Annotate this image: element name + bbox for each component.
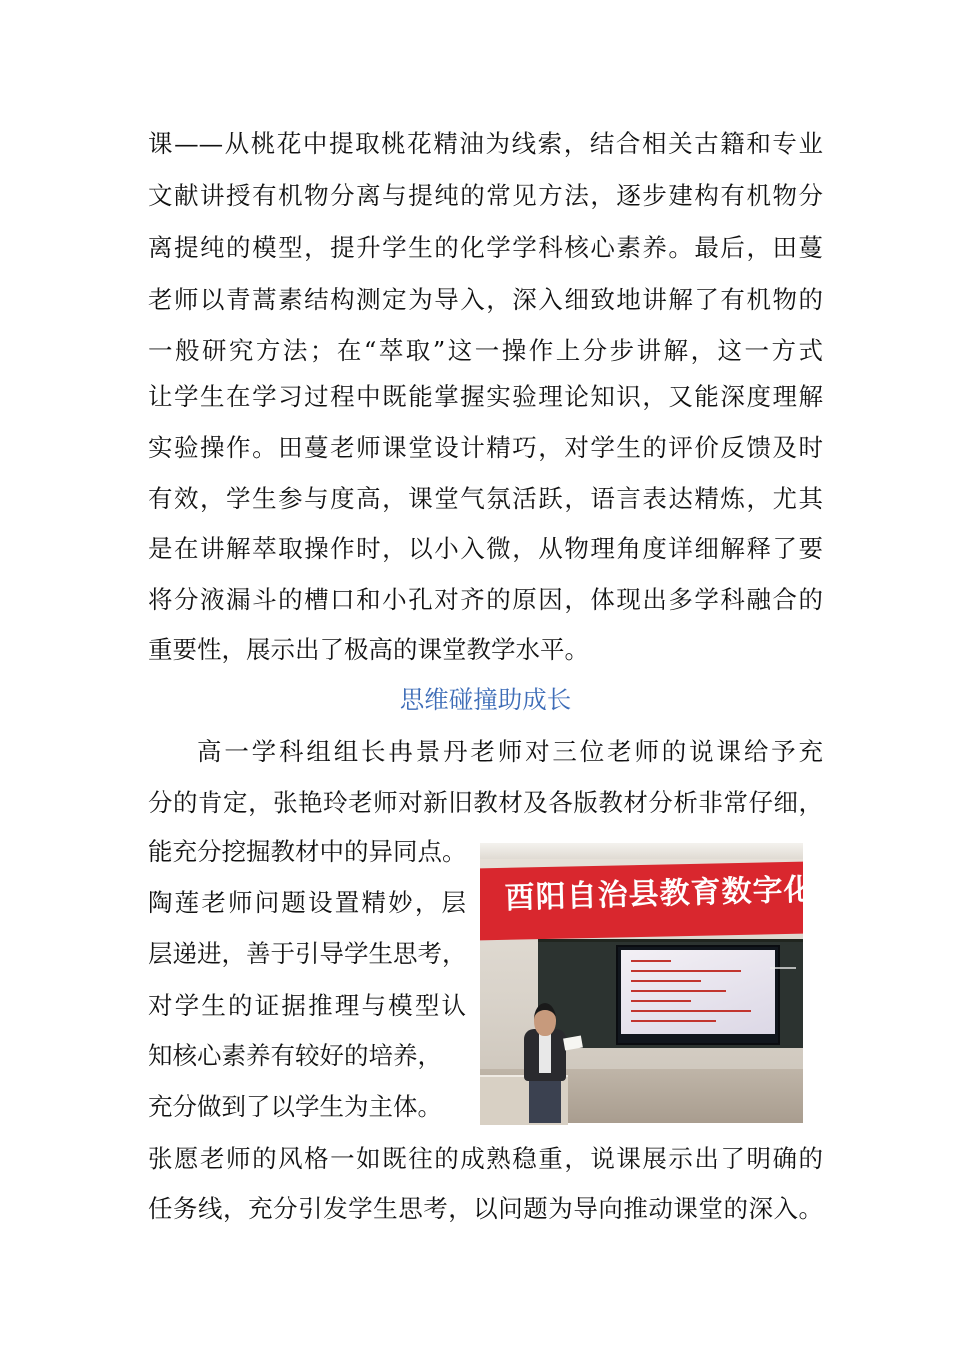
- text-line: 知核心素养有较好的培养，: [148, 1041, 442, 1070]
- classroom-photo: [480, 843, 847, 1123]
- text-line: 充分做到了以学生为主体。: [148, 1092, 442, 1121]
- photo-teacher-legs: [529, 1079, 561, 1123]
- text-line: 让学生在学习过程中既能掌握实验理论知识，又能深度理解: [148, 382, 823, 411]
- photo-chalk-marks: [770, 967, 796, 969]
- photo-teacher-head: [534, 1003, 556, 1036]
- photo-slide: [621, 950, 775, 1034]
- text-line: 任务线，充分引发学生思考，以问题为导向推动课堂的深入。: [148, 1194, 823, 1223]
- photo-display-screen: [616, 945, 780, 1045]
- text-line: 老师以青蒿素结构测定为导入，深入细致地讲解了有机物的: [148, 285, 823, 314]
- text-line: 实验操作。田蔓老师课堂设计精巧，对学生的评价反馈及时: [148, 433, 823, 462]
- section-heading: 思维碰撞助成长: [399, 685, 572, 714]
- text-line: 将分液漏斗的槽口和小孔对齐的原因，体现出多学科融合的: [148, 585, 823, 614]
- photo-ceiling: [480, 843, 803, 859]
- text-line: 高一学科组组长冉景丹老师对三位老师的说课给予充: [197, 737, 823, 766]
- text-line: 离提纯的模型，提升学生的化学学科核心素养。最后，田蔓: [148, 233, 823, 262]
- text-line: 有效，学生参与度高，课堂气氛活跃，语言表达精炼，尤其: [148, 484, 823, 513]
- text-line: 能充分挖掘教材中的异同点。: [148, 837, 467, 866]
- photo-teacher-body: [524, 1029, 566, 1081]
- text-line: 课——从桃花中提取桃花精油为线索，结合相关古籍和专业: [148, 129, 823, 158]
- text-line: 一般研究方法；在“萃取”这一操作上分步讲解，这一方式: [148, 336, 823, 365]
- text-line: 张愿老师的风格一如既往的成熟稳重，说课展示出了明确的: [148, 1144, 823, 1173]
- text-line: 对学生的证据推理与模型认: [148, 991, 466, 1020]
- text-line: 是在讲解萃取操作时，以小入微，从物理角度详细解释了要: [148, 534, 823, 563]
- text-line: 文献讲授有机物分离与提纯的常见方法，逐步建构有机物分: [148, 181, 823, 210]
- photo-banner-text: 酉阳自治县教育数字化工: [504, 871, 847, 916]
- text-line: 重要性，展示出了极高的课堂教学水平。: [148, 635, 589, 664]
- text-line: 陶莲老师问题设置精妙，层: [148, 888, 466, 917]
- text-line: 分的肯定，张艳玲老师对新旧教材及各版教材分析非常仔细，: [148, 788, 823, 817]
- text-line: 层递进，善于引导学生思考，: [148, 939, 467, 968]
